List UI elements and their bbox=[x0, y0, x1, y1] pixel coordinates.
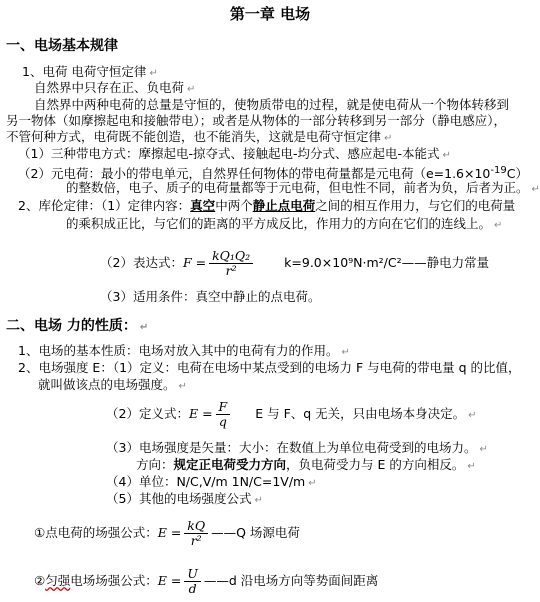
page-title: 第一章 电场 bbox=[229, 5, 311, 23]
text-line: （1）三种带电方式：摩擦起电-掠夺式、接触起电-均分式、感应起电-本能式 ↵ bbox=[18, 146, 451, 161]
text-line: 自然界中两种电荷的总量是守恒的，使物质带电的过程，就是使电荷从一个物体转移到 bbox=[34, 97, 510, 112]
text-line: （5）其他的电场强度公式 ↵ bbox=[106, 491, 263, 506]
section-heading-2: 二、电场 力的性质： ↵ bbox=[6, 318, 149, 334]
text-line: 不管何种方式，电荷既不能创造，也不能消失，这就是电荷守恒定律 ↵ bbox=[6, 129, 393, 144]
text-line: 的乘积成正比，与它们的距离的平方成反比，作用力的方向在它们的连线上。 ↵ bbox=[66, 216, 503, 231]
paragraph-mark-icon: ↵ bbox=[308, 478, 317, 489]
paragraph-mark-icon: ↵ bbox=[467, 461, 476, 472]
formula-coulomb: （2）表达式：F = $\frac{\text{kQ₁Q₂}}{\text{r²}}$ k=9.0×10⁹N·m²/C²——静电力常量 bbox=[100, 248, 490, 278]
paragraph-mark-icon: ↵ bbox=[531, 184, 540, 195]
paragraph-mark-icon: ↵ bbox=[254, 495, 263, 506]
text-line: 的整数倍，电子、质子的电荷量都等于元电荷，但电性不同，前者为负，后者为正。 ↵ bbox=[66, 180, 540, 195]
formula-point-charge: ①点电荷的场强公式：E = $\frac{kQ}{\text{r²}}$ ——Q 场源电荷 bbox=[34, 518, 300, 548]
paragraph-mark-icon: ↵ bbox=[494, 220, 503, 231]
paragraph-mark-icon: ↵ bbox=[341, 347, 350, 358]
subsection-title-charge: 1、电荷 电荷守恒定律 ↵ bbox=[22, 64, 158, 79]
text-line: 另一物体（如摩擦起电和接触带电）；或者是从物体的一部分转移到另一部分（静电感应）， bbox=[6, 113, 507, 128]
paragraph-mark-icon: ↵ bbox=[139, 322, 149, 333]
text-line: 就叫做该点的电场强度。 ↵ bbox=[38, 377, 187, 392]
text-line: 2、电场强度 E：（1）定义：电荷在电场中某点受到的电场力 F 与电荷的带电量 q 的比值， bbox=[18, 360, 521, 375]
paragraph-mark-icon: ↵ bbox=[178, 381, 187, 392]
paragraph-mark-icon: ↵ bbox=[187, 84, 196, 95]
paragraph-mark-icon: ↵ bbox=[479, 444, 488, 455]
text-line: （3）适用条件：真空中静止的点电荷。 bbox=[100, 289, 321, 304]
text-line: （4）单位：N/C,V/m 1N/C=1V/m ↵ bbox=[106, 474, 317, 489]
text-line: 方向：规定正电荷受力方向，负电荷受力与 E 的方向相反。 ↵ bbox=[136, 457, 476, 472]
paragraph-mark-icon: ↵ bbox=[384, 133, 393, 144]
section-heading-1: 一、电场基本规律 bbox=[6, 38, 118, 54]
formula-field-definition: （2）定义式：E = $\frac{F}{q}$ E 与 F、q 无关，只由电场本身决定。 ↵ bbox=[106, 399, 477, 429]
paragraph-mark-icon: ↵ bbox=[468, 410, 477, 421]
text-line: 2、库伦定律：（1）定律内容：真空中两个静止点电荷之间的相互作用力，与它们的电荷量 bbox=[18, 198, 516, 213]
paragraph-mark-icon: ↵ bbox=[149, 68, 158, 79]
text-line: （3）电场强度是矢量：大小：在数值上为单位电荷受到的电场力。 ↵ bbox=[106, 440, 488, 455]
text-line: 自然界中只存在正、负电荷 ↵ bbox=[34, 80, 196, 95]
paragraph-mark-icon: ↵ bbox=[442, 150, 451, 161]
formula-uniform-field: ②匀强电场场强公式：E = $\frac{U}{d}$ ——d 沿电场方向等势面间距离 bbox=[34, 566, 379, 596]
text-line: 1、电场的基本性质：电场对放入其中的电荷有力的作用。 ↵ bbox=[18, 343, 350, 358]
text-line: （2）元电荷：最小的带电单元，自然界任何物体的带电荷量都是元电荷$(e=1.6\times 10^{-19}C)$ bbox=[18, 165, 528, 182]
